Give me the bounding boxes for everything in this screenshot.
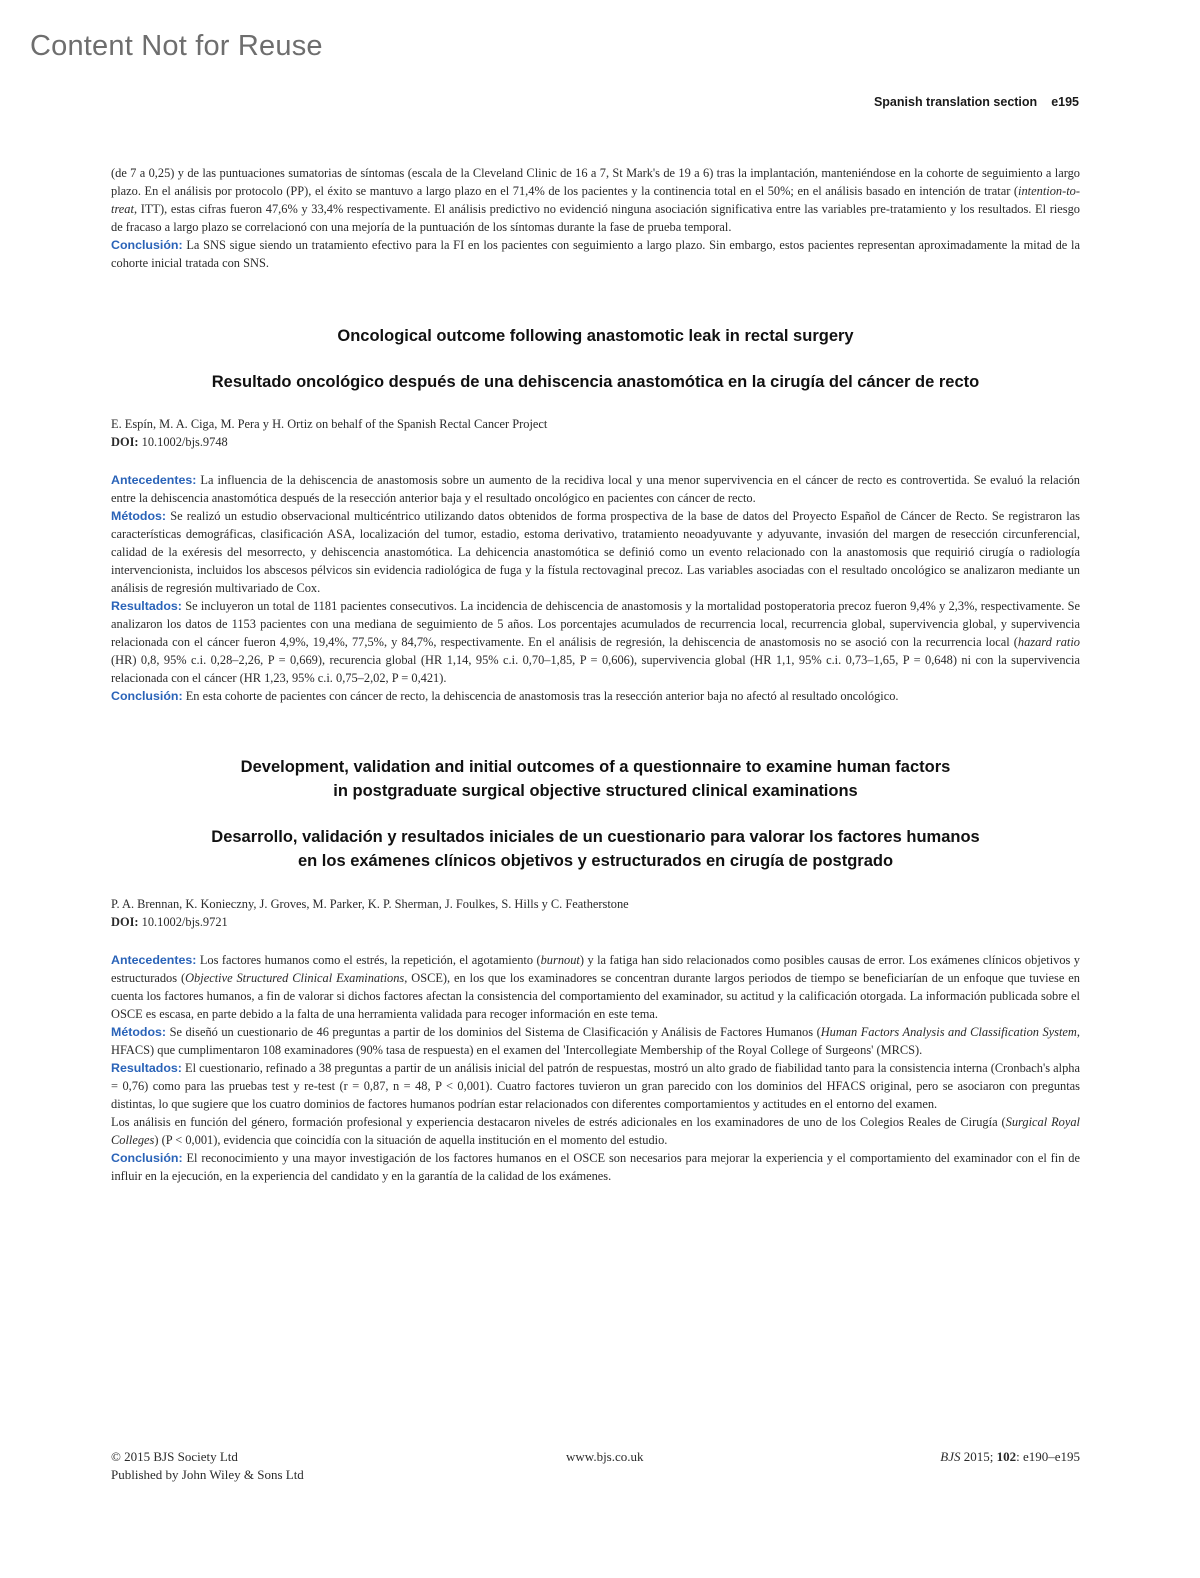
article1-doi — [111, 433, 1080, 451]
text-run: (HR) 0,8, 95% c.i. 0,28–2,26, P = 0,669), recurencia global (HR 1,14, 95% c.i. 0,70–1,85, P = 0,606), supervivencia global (HR 1,1, 95% c.i. 0,73–1,65, P = 0,648) ni con la supervivencia relacionada con el cáncer (HR 1,23, 95% c.i. 0,75–2,02, P = 0,421). — [111, 653, 1080, 685]
italic-term: Objective Structured Clinical Examinations — [185, 971, 405, 985]
results-text: El cuestionario, refinado a 38 preguntas a partir de un análisis inicial del patrón de respuestas, mostró un alto grado de fiabilidad tanto para la consistencia interna (Cronbach's alpha = 0,76) como para las pruebas test y re-test (r = 0,87, n = 48, P < 0,001). Cuatro factores tuvieron un gran parecido con los dominios del HFACS original, pero se asociaron con preguntas distintas, lo que sugiere que los cuatro dominios de factores humanos podrían estar relacionados con diferentes comportamientos y actitudes en el entorno del examen. — [111, 1061, 1080, 1111]
text-run: (de 7 a 0,25) y de las puntuaciones sumatorias de síntomas (escala de la Cleveland Clinic de 16 a 7, St Mark's de 19 a 6) tras la implantación, manteniéndose en la cohorte de seguimiento a largo plazo. En el análisis por protocolo (PP), el éxito se mantuvo a largo plazo en el 71,4% de los pacientes y la continencia total en el 50%; en el análisis basado en intención de tratar ( — [111, 166, 1080, 198]
conclusion-label: Conclusión: — [111, 689, 183, 703]
text-run: , ITT), estas cifras fueron 47,6% y 33,4% respectivamente. El análisis predictivo no evidenció ninguna asociación significativa entre las variables pre-tratamiento y los resultados. El riesgo de fracaso a largo plazo se correlacionó con una mejoría de la puntuación de los síntomas durante la fase de prueba temporal. — [111, 202, 1080, 234]
italic-term: hazard ratio — [1017, 635, 1080, 649]
article2-background — [111, 951, 1080, 1023]
doi-value: 10.1002/bjs.9748 — [141, 435, 228, 449]
text-run: Los análisis en función del género, formación profesional y experiencia destacaron niveles de estrés adicionales en los examinadores de uno de los Colegios Reales de Cirugía ( — [111, 1115, 1006, 1129]
text-run: Se incluyeron un total de 1181 pacientes consecutivos. La incidencia de dehiscencia de anastomosis y la mortalidad postoperatoria precoz fueron 9,4% y 2,3%, respectivamente. Se analizaron los datos de 1153 pacientes con una mediana de seguimiento de 5 años. Los porcentajes acumulados de recurrencia local, recurrencia global, supervivencia global, y supervivencia relacionada con el cáncer fueron 4,9%, 19,4%, 77,5%, y 84,7%, respectivamente. En el análisis de regresión, la dehiscencia de anastomosis no se asoció con la recurrencia local ( — [111, 599, 1080, 649]
title-line: in postgraduate surgical objective structured clinical examinations — [333, 782, 858, 800]
article1-authors: E. Espín, M. A. Ciga, M. Pera y H. Ortiz on behalf of the Spanish Rectal Cancer Project — [111, 417, 548, 431]
section-title: Spanish translation section — [873, 95, 1038, 109]
italic-term: burnout — [540, 953, 580, 967]
article2-title-en — [111, 755, 1080, 803]
text-run: , OSCE), en los que los examinadores se concentran durante largos periodos de tiempo se beneficiarían de un enfoque que tuviese en cuenta los factores humanos, a fin de valorar si dichos factores afectan la consistencia del comportamiento del examinador, su actitud y la calificación otorgada. La información publicada sobre el OSCE es escasa, en parte debido a la falta de una herramienta validada para recoger información en este tema. — [111, 971, 1080, 1021]
conclusion-text: El reconocimiento y una mayor investigación de los factores humanos en el OSCE son necesarios para mejorar la experiencia y el comportamiento del examinador con el fin de influir en la ejecución, en la experiencia del candidato y en la garantía de la calidad de los exámenes. — [111, 1151, 1080, 1183]
page-number: e195 — [1051, 95, 1079, 109]
methods-text: Se realizó un estudio observacional multicéntrico utilizando datos obtenidos de forma prospectiva de la base de datos del Proyecto Español de Cáncer de Recto. Se registraron las características demográficas, clasificación ASA, localización del tumor, estadio, estoma derivativo, tratamiento neoadyuvante y adyuvante, invasión del margen de resección circunferencial, calidad de la exéresis del mesorrecto, y dehiscencia anastomótica. La dehicencia anastomótica se definió como un evento relacionado con la anastomosis que requirió cirugía o radiología intervencionista, incluidos los abscesos pélvicos sin evidencia radiológica de fuga y la fístula rectovaginal precoz. Las variables asociadas con el resultado oncológico se analizaron mediante un análisis de regresión multivariado de Cox. — [111, 509, 1080, 595]
journal-name: BJS — [940, 1449, 961, 1464]
watermark: Content Not for Reuse — [30, 30, 323, 62]
article1-abstract — [111, 471, 1080, 705]
text-run: 2015; — [960, 1449, 997, 1464]
conclusion-label: Conclusión: — [111, 1151, 183, 1165]
doi-value: 10.1002/bjs.9721 — [141, 915, 228, 929]
volume: 102 — [996, 1449, 1017, 1464]
results-label: Resultados: — [111, 599, 182, 613]
article2-results — [111, 1059, 1080, 1113]
title-line: en los exámenes clínicos objetivos y estructurados en cirugía de postgrado — [297, 852, 894, 870]
article2-abstract — [111, 951, 1080, 1185]
running-head — [874, 95, 1079, 109]
article1-title-en: Oncological outcome following anastomotic leak in rectal surgery — [337, 327, 854, 345]
prev-results-paragraph — [111, 164, 1080, 236]
background-text: La influencia de la dehiscencia de anastomosis sobre un aumento de la recidiva local y una menor supervivencia en el cáncer de recto es controvertida. Se evaluó la relación entre la dehiscencia anastomótica después de la resección anterior baja y el resultado oncológico en pacientes con cáncer de recto. — [111, 473, 1080, 505]
article2-methods — [111, 1023, 1080, 1059]
article1-background — [111, 471, 1080, 507]
journal-url[interactable]: www.bjs.co.uk — [566, 1449, 644, 1464]
title-line: Desarrollo, validación y resultados iniciales de un cuestionario para valorar los factores humanos — [211, 828, 980, 846]
article1-conclusion — [111, 687, 1080, 705]
background-label: Antecedentes: — [111, 473, 197, 487]
results-label: Resultados: — [111, 1061, 182, 1075]
doi-label: DOI: — [111, 915, 139, 929]
italic-term: intention-to-treat — [111, 184, 1080, 216]
methods-label: Métodos: — [111, 509, 167, 523]
text-run: Se diseñó un cuestionario de 46 preguntas a partir de los dominios del Sistema de Clasificación y Análisis de Factores Humanos ( — [169, 1025, 821, 1039]
text-run: ) y la fatiga han sido relacionados como posibles causas de error. Los exámenes clínicos objetivos y estructurados ( — [111, 953, 1081, 985]
page-content — [111, 164, 1080, 1185]
copyright: © 2015 BJS Society Ltd — [111, 1449, 238, 1464]
article2-title-es — [111, 825, 1080, 873]
conclusion-label: Conclusión: — [111, 238, 183, 252]
background-label: Antecedentes: — [111, 953, 197, 967]
italic-term: Surgical Royal Colleges — [111, 1115, 1080, 1147]
conclusion-text: En esta cohorte de pacientes con cáncer de recto, la dehiscencia de anastomosis tras la resección anterior baja no afectó al resultado oncológico. — [185, 689, 899, 703]
article1-results — [111, 597, 1080, 687]
publisher: Published by John Wiley & Sons Ltd — [111, 1467, 304, 1482]
prev-conclusion-paragraph — [111, 236, 1080, 272]
text-run: ) (P < 0,001), evidencia que coincidía con la situación de aquella institución en el momento del estudio. — [154, 1133, 668, 1147]
article2-conclusion — [111, 1149, 1080, 1185]
text-run: : e190–e195 — [1016, 1449, 1080, 1464]
italic-term: Human Factors Analysis and Classification System — [820, 1025, 1077, 1039]
journal-citation — [940, 1448, 1080, 1466]
article2-doi — [111, 913, 1080, 931]
text-run: , HFACS) que cumplimentaron 108 examinadores (90% tasa de respuesta) en el examen del 'Intercollegiate Membership of the Royal College of Surgeons' (MRCS). — [111, 1025, 1080, 1057]
methods-label: Métodos: — [111, 1025, 167, 1039]
text-run: Los factores humanos como el estrés, la repetición, el agotamiento ( — [199, 953, 541, 967]
conclusion-text: La SNS sigue siendo un tratamiento efectivo para la FI en los pacientes con seguimiento a largo plazo. Sin embargo, estos pacientes representan aproximadamente la mitad de la cohorte inicial tratada con SNS. — [111, 238, 1080, 270]
doi-label: DOI: — [111, 435, 139, 449]
title-line: Development, validation and initial outcomes of a questionnaire to examine human factors — [240, 758, 951, 776]
article2-results-continued — [111, 1113, 1080, 1149]
article1-methods — [111, 507, 1080, 597]
footer-left — [111, 1448, 304, 1484]
article1-title-es: Resultado oncológico después de una dehiscencia anastomótica en la cirugía del cáncer de recto — [211, 373, 980, 391]
article2-authors: P. A. Brennan, K. Konieczny, J. Groves, M. Parker, K. P. Sherman, J. Foulkes, S. Hills y C. Featherstone — [111, 897, 629, 911]
